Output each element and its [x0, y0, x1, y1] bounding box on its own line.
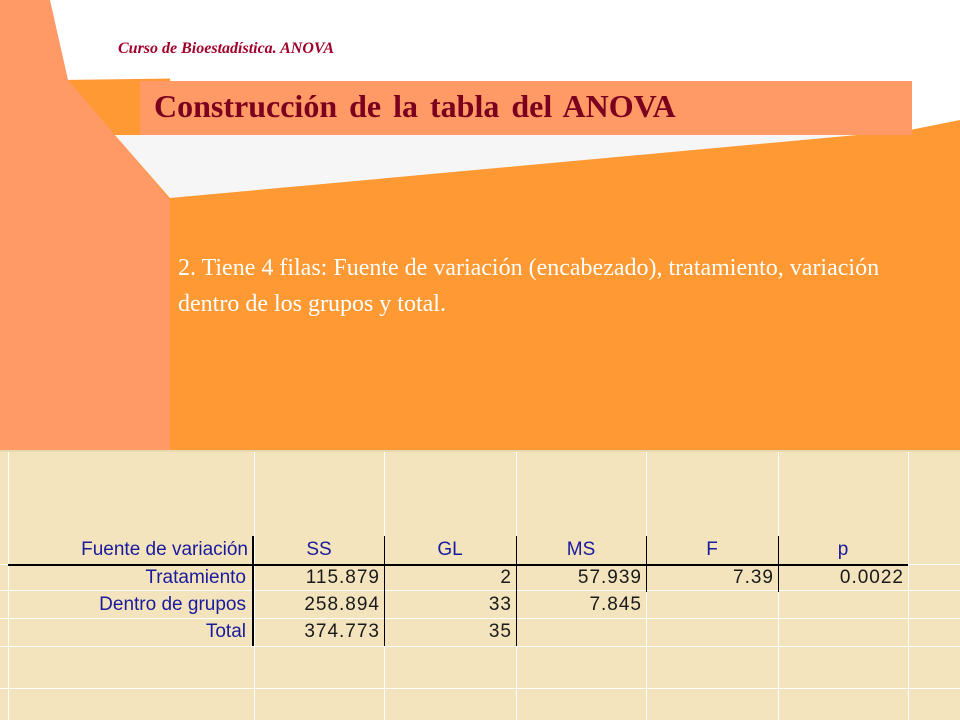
slide-title: Construcción de la tabla del ANOVA: [154, 88, 676, 124]
grid-line: [8, 450, 9, 720]
header-source: Fuente de variación: [81, 539, 248, 560]
grid-line: [0, 688, 960, 689]
sheet-top-edge: [0, 450, 960, 452]
row-label-tratamiento: Tratamiento: [145, 567, 246, 588]
table-cell: 57.939: [577, 567, 642, 588]
row-label-dentro-de-grupos: Dentro de grupos: [99, 594, 246, 615]
header-p: p: [837, 539, 849, 560]
course-label: Curso de Bioestadística. ANOVA: [118, 40, 335, 57]
table-cell: 35: [488, 621, 512, 642]
header-f: F: [706, 539, 718, 560]
grid-line: [0, 618, 960, 619]
table-cell: 2: [500, 567, 512, 588]
grid-line: [908, 450, 909, 720]
grid-line: [0, 590, 960, 591]
gl-column-rule: [516, 536, 517, 646]
slide-body-text: 2. Tiene 4 filas: Fuente de variación (encabezado), tratamiento, variación dentro de los grupos y total.: [178, 255, 880, 317]
header-ms: MS: [566, 539, 596, 560]
anova-spreadsheet: [0, 450, 960, 720]
grid-line: [0, 646, 960, 647]
table-cell: 258.894: [304, 594, 380, 615]
row-label-total: Total: [205, 621, 246, 642]
header-ss: SS: [306, 539, 332, 560]
table-cell: 7.39: [733, 567, 774, 588]
table-cell: 33: [488, 594, 512, 615]
table-cell: 7.845: [589, 594, 642, 615]
table-cell: 374.773: [304, 621, 380, 642]
table-cell: 115.879: [305, 567, 380, 588]
table-cell: 0.0022: [839, 567, 904, 588]
header-gl: GL: [437, 539, 463, 560]
